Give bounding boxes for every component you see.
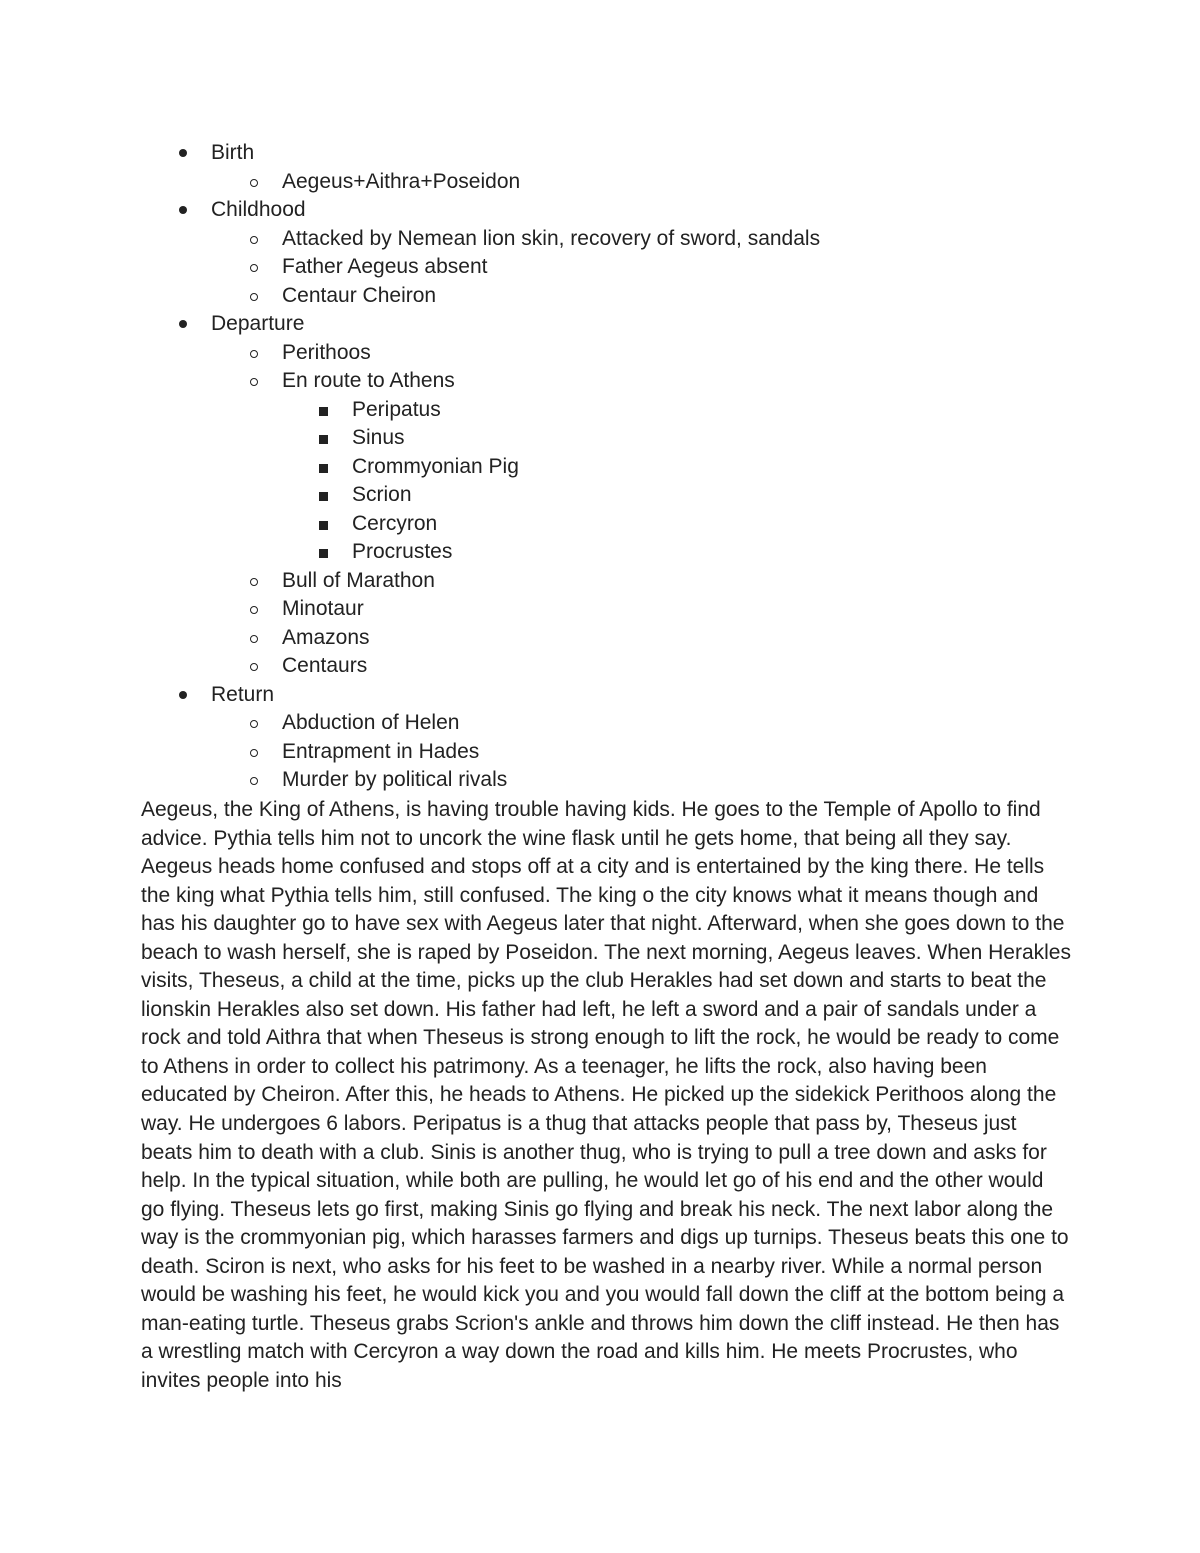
outline-item-text: Centaurs — [282, 654, 368, 677]
outline-item-text: Centaur Cheiron — [282, 283, 437, 307]
outline-item — [0, 196, 1200, 225]
outline-item-text: Aegeus+Aithra+Poseidon — [282, 169, 521, 193]
outline-list — [0, 139, 1200, 795]
disc-bullet-icon — [179, 149, 187, 157]
outline-item-text: Scrion — [352, 483, 412, 506]
circle-bullet-icon — [250, 635, 258, 643]
outline-item-text: Birth — [211, 141, 255, 164]
outline-item-text: Amazons — [282, 625, 370, 649]
outline-item-text: Perithoos — [282, 340, 371, 364]
square-bullet-icon — [319, 435, 328, 444]
outline-item — [0, 367, 1200, 396]
circle-bullet-icon — [250, 663, 258, 671]
outline-item — [0, 339, 1200, 368]
outline-item-text: Attacked by Nemean lion skin, recovery of sword, sandals — [282, 226, 821, 250]
circle-bullet-icon — [250, 236, 258, 244]
outline-item-text: Departure — [211, 312, 305, 335]
outline-item — [0, 481, 1200, 510]
square-bullet-icon — [319, 407, 328, 416]
outline-item-text: Childhood — [211, 198, 306, 221]
outline-item — [0, 253, 1200, 282]
body-paragraph: Aegeus, the King of Athens, is having trouble having kids. He goes to the Temple of Apollo to find advice. Pythia tells him not to uncork the wine flask until he gets home, that being all they say. Aegeus heads home confused and stops off at a city and is entertained by the king there. He tells the king what Pythia tells him, still confused. The king o the city knows what it means though and has his daughter go to have sex with Aegeus later that night. Afterward, when she goes down to the beach to wash herself, she is raped by Poseidon. The next morning, Aegeus leaves. When Herakles visits, Theseus, a child at the time, picks up the club Herakles had set down and starts to beat the lionskin Herakles also set down. His father had left, he left a sword and a pair of sandals under a rock and told Aithra that when Theseus is strong enough to lift the rock, he would be ready to come to Athens in order to collect his patrimony. As a teenager, he lifts the rock, also having been educated by Cheiron. After this, he heads to Athens. He picked up the sidekick Perithoos along the way. He undergoes 6 labors. Peripatus is a thug that attacks people that pass by, Theseus just beats him to death with a club. Sinis is another thug, who is trying to pull a tree down and asks for help. In the typical situation, while both are pulling, he would let go of his end and the other would go flying. Theseus lets go first, making Sinis go flying and break his neck. The next labor along the way is the crommyonian pig, which harasses farmers and digs up turnips. Theseus beats this one to death. Sciron is next, who asks for his feet to be washed in a nearby river. While a normal person would be washing his feet, he would kick you and you would fall down the cliff at the bottom being a man-eating turtle. Theseus grabs Scrion's ankle and throws him down the cliff instead. He then has a wrestling match with Cercyron a way down the road and kills him. He meets Procrustes, who invites people into his — [141, 798, 1071, 1392]
outline-item-text: Crommyonian Pig — [352, 454, 519, 478]
outline-item — [0, 139, 1200, 168]
outline-item-text: Minotaur — [282, 597, 364, 620]
outline-item — [0, 738, 1200, 767]
outline-item-text: Father Aegeus absent — [282, 255, 488, 278]
outline-item-text: Sinus — [352, 426, 405, 449]
outline-item — [0, 424, 1200, 453]
square-bullet-icon — [319, 492, 328, 501]
outline-item-text: Procrustes — [352, 540, 453, 563]
outline-item — [0, 510, 1200, 539]
outline-item — [0, 282, 1200, 311]
outline-item — [0, 453, 1200, 482]
outline-item — [0, 709, 1200, 738]
circle-bullet-icon — [250, 378, 258, 386]
outline-item — [0, 766, 1200, 795]
outline-item — [0, 396, 1200, 425]
outline-item — [0, 681, 1200, 710]
outline-item — [0, 225, 1200, 254]
circle-bullet-icon — [250, 179, 258, 187]
circle-bullet-icon — [250, 264, 258, 272]
circle-bullet-icon — [250, 749, 258, 757]
disc-bullet-icon — [179, 320, 187, 328]
circle-bullet-icon — [250, 720, 258, 728]
outline-item — [0, 652, 1200, 681]
circle-bullet-icon — [250, 606, 258, 614]
square-bullet-icon — [319, 521, 328, 530]
outline-item-text: Peripatus — [352, 397, 441, 421]
outline-item-text: Return — [211, 682, 275, 706]
outline-item-text: En route to Athens — [282, 369, 455, 392]
disc-bullet-icon — [179, 691, 187, 699]
outline-item-text: Bull of Marathon — [282, 568, 435, 592]
outline-item-text: Entrapment in Hades — [282, 739, 480, 763]
outline-item — [0, 567, 1200, 596]
outline-item — [0, 538, 1200, 567]
outline-item-text: Cercyron — [352, 511, 438, 535]
outline-item — [0, 310, 1200, 339]
outline-item-text: Murder by political rivals — [282, 768, 508, 791]
circle-bullet-icon — [250, 293, 258, 301]
square-bullet-icon — [319, 549, 328, 558]
square-bullet-icon — [319, 464, 328, 473]
disc-bullet-icon — [179, 206, 187, 214]
circle-bullet-icon — [250, 350, 258, 358]
outline-item — [0, 624, 1200, 653]
outline-item — [0, 168, 1200, 197]
circle-bullet-icon — [250, 777, 258, 785]
outline-item — [0, 595, 1200, 624]
circle-bullet-icon — [250, 578, 258, 586]
outline-item-text: Abduction of Helen — [282, 711, 460, 734]
